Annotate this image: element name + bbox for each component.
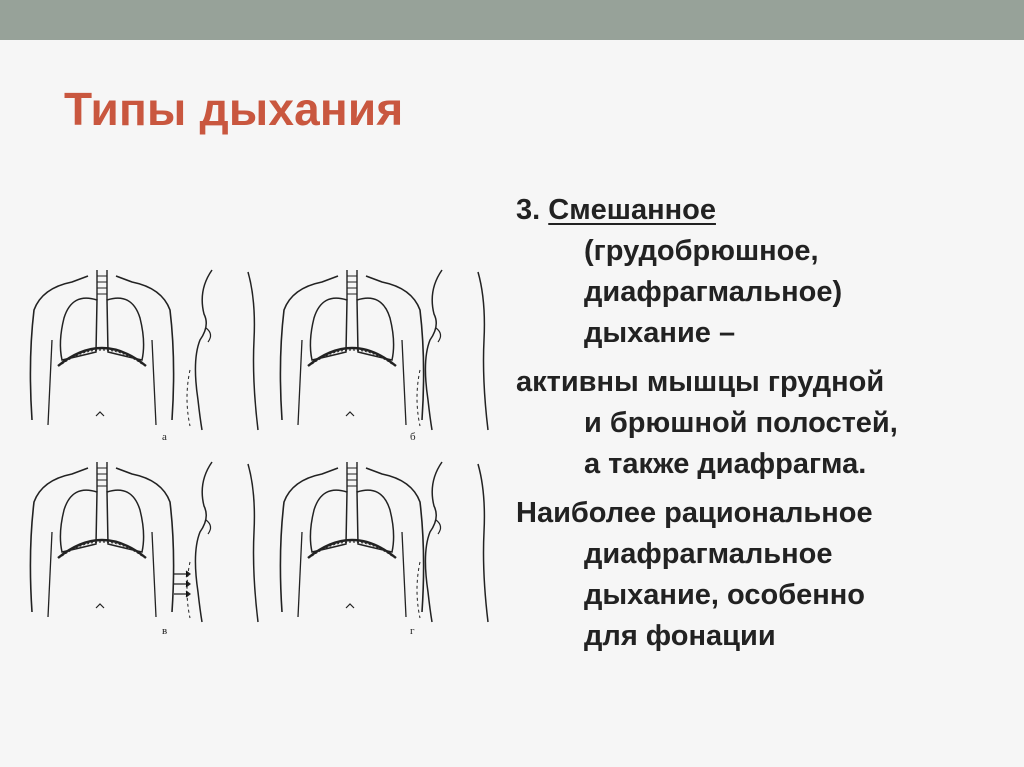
breathing-types-figure	[22, 262, 510, 654]
panel-c-front-icon	[30, 462, 173, 617]
panel-d-front-icon	[280, 462, 423, 617]
top-bar	[0, 0, 1024, 40]
panel-b-side-icon	[417, 270, 488, 430]
rational-line: Наиболее рациональное	[516, 497, 873, 529]
panel-c-side-icon	[187, 462, 258, 622]
content-column	[516, 190, 1006, 665]
rational-line: диафрагмальное	[584, 538, 833, 570]
active-line: а также диафрагма.	[584, 448, 867, 480]
rational-paragraph	[516, 493, 1006, 657]
breathing-diagram	[22, 262, 510, 654]
active-line: и брюшной полостей,	[584, 407, 898, 439]
item-line: диафрагмальное)	[584, 276, 843, 308]
item-name: Смешанное	[548, 194, 716, 226]
active-paragraph	[516, 362, 1006, 485]
panel-a-front-icon	[30, 270, 173, 425]
slide-title: Типы дыхания	[64, 83, 404, 135]
panel-label-c: в	[162, 625, 168, 637]
panel-label-b: б	[410, 431, 416, 443]
active-line: активны мышцы грудной	[516, 366, 885, 398]
panel-a-side-icon	[187, 270, 258, 430]
panel-label-a: а	[162, 431, 167, 443]
panel-label-d: г	[410, 625, 415, 637]
item-line: (грудобрюшное,	[584, 235, 819, 267]
item-line: дыхание –	[584, 317, 736, 349]
item-heading	[516, 190, 1006, 231]
item-number: 3.	[516, 194, 541, 226]
item-paragraph	[516, 190, 1006, 354]
panel-b-front-icon	[280, 270, 423, 425]
panel-d-side-icon	[417, 462, 488, 622]
rational-line: для фонации	[584, 620, 776, 652]
rational-line: дыхание, особенно	[584, 579, 865, 611]
arrows-icon	[174, 571, 190, 597]
